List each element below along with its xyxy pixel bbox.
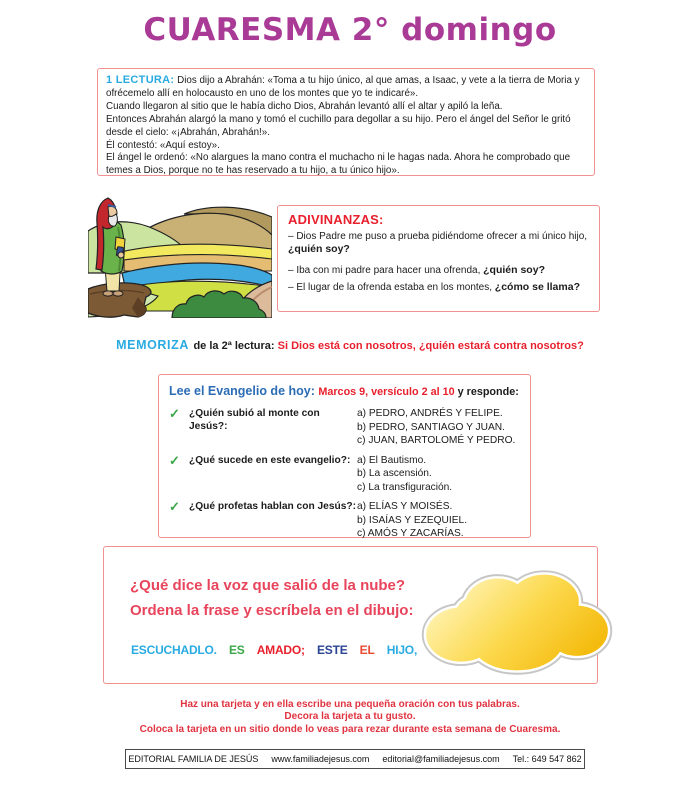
cloud-question: ¿Qué dice la voz que salió de la nube? (130, 577, 406, 594)
quiz-question (169, 454, 520, 495)
gospel-header-reference: Marcos 9, versículo 2 al 10 (318, 386, 458, 398)
first-reading-box (97, 68, 595, 176)
reading-label: 1 LECTURA: (106, 74, 175, 86)
gospel-quiz-box (158, 374, 531, 538)
adivinanza-item: – Dios Padre me puso a prueba pidiéndome ofrecer a mi único hijo, ¿quién soy? (288, 231, 588, 255)
publisher-footer (125, 749, 585, 769)
check-icon: ✓ (169, 499, 180, 514)
adivinanzas-heading: ADIVINANZAS: (288, 212, 384, 227)
abraham-landscape-illustration (88, 197, 272, 318)
reading-paragraph: Entonces Abrahán alargó la mano y tomó el cuchillo para degollar a su hijo. Pero el ángel del Señor le gritó desde el cielo: «¡Abrahán, Abrahán!». (106, 113, 571, 138)
card-instruction-line: Haz una tarjeta y en ella escribe una pequeña oración con tus palabras. (180, 699, 520, 710)
scrambled-word: ESCUCHADLO. (131, 643, 217, 657)
option: a) PEDRO, ANDRÉS Y FELIPE. (357, 408, 503, 419)
question-text: ¿Qué sucede en este evangelio?: (189, 454, 351, 466)
check-icon: ✓ (169, 452, 180, 468)
adivinanza-item: – El lugar de la ofrenda estaba en los montes, ¿cómo se llama? (288, 281, 580, 293)
publisher-name: EDITORIAL FAMILIA DE JESÚS (128, 754, 259, 764)
publisher-website: www.familiadejesus.com (271, 754, 370, 764)
option: b) PEDRO, SANTIAGO Y JUAN. (357, 421, 505, 433)
option: a) ELÍAS Y MOISÉS. (357, 501, 453, 512)
gospel-header-black: y responde: (457, 386, 519, 398)
adivinanzas-box (277, 205, 600, 312)
memoriza-question: Si Dios está con nosotros, ¿quién estará contra nosotros? (277, 340, 584, 352)
question-options (357, 454, 520, 495)
scrambled-word: HIJO, (386, 643, 418, 657)
cloud-activity-box (103, 546, 598, 684)
scrambled-word: ES (228, 643, 245, 657)
option: c) La transfiguración. (357, 481, 453, 493)
quiz-question (169, 407, 520, 448)
cloud-illustration (418, 565, 616, 681)
question-options (357, 407, 520, 448)
option: c) AMÓS Y ZACARÍAS. (357, 528, 464, 539)
option: b) La ascensión. (357, 468, 432, 479)
publisher-phone: Tel.: 649 547 862 (512, 754, 582, 764)
cloud-instruction: Ordena la frase y escríbela en el dibujo: (130, 602, 414, 619)
publisher-email: editorial@familiadejesus.com (382, 754, 500, 764)
option: b) ISAÍAS Y EZEQUIEL. (357, 514, 468, 526)
reading-paragraph: El ángel le ordenó: «No alargues la mano contra el muchacho ni le hagas nada. Ahora he comprobado que temes a Dios, porque no te has reservado a tu hijo, a tu único hijo». (106, 152, 571, 177)
question-text: ¿Qué profetas hablan con Jesús?: (189, 501, 356, 512)
reading-paragraph (106, 74, 586, 101)
card-instructions (0, 699, 700, 736)
memoriza-source: de la 2ª lectura: (193, 340, 278, 352)
memoriza-line (0, 336, 700, 354)
option: a) El Bautismo. (357, 454, 427, 466)
gospel-quiz-header (169, 382, 520, 400)
check-icon: ✓ (169, 406, 180, 421)
card-instruction-line: Coloca la tarjeta en un sitio donde lo veas para rezar durante esta semana de Cuaresma. (139, 723, 561, 735)
reading-paragraph: Él contestó: «Aquí estoy». (106, 139, 220, 151)
quiz-question (169, 500, 520, 541)
reading-text: Dios dijo a Abrahán: «Toma a tu hijo único, al que amas, a Isaac, y vete a la tierra de Moria y ofrécemelo allí en holocausto en uno de los montes que yo te indicaré». (106, 75, 580, 99)
scrambled-word: AMADO; (256, 643, 305, 657)
gospel-header-blue: Lee el Evangelio de hoy: (169, 384, 319, 398)
adivinanza-item: – Iba con mi padre para hacer una ofrenda, ¿quién soy? (288, 264, 545, 276)
reading-paragraph: Cuando llegaron al sitio que le había dicho Dios, Abrahán levantó allí el altar y apiló la leña. (106, 100, 503, 112)
scrambled-word: EL (359, 643, 375, 657)
option: c) JUAN, BARTOLOMÉ Y PEDRO. (357, 435, 516, 446)
scrambled-word: ESTE (316, 643, 348, 657)
page-title: CUARESMA 2° domingo (143, 12, 557, 48)
card-instruction-line: Decora la tarjeta a tu gusto. (284, 711, 416, 723)
question-text: ¿Quién subió al monte con Jesús?: (189, 408, 320, 432)
question-options (357, 500, 520, 541)
memoriza-label: MEMORIZA (116, 338, 189, 352)
